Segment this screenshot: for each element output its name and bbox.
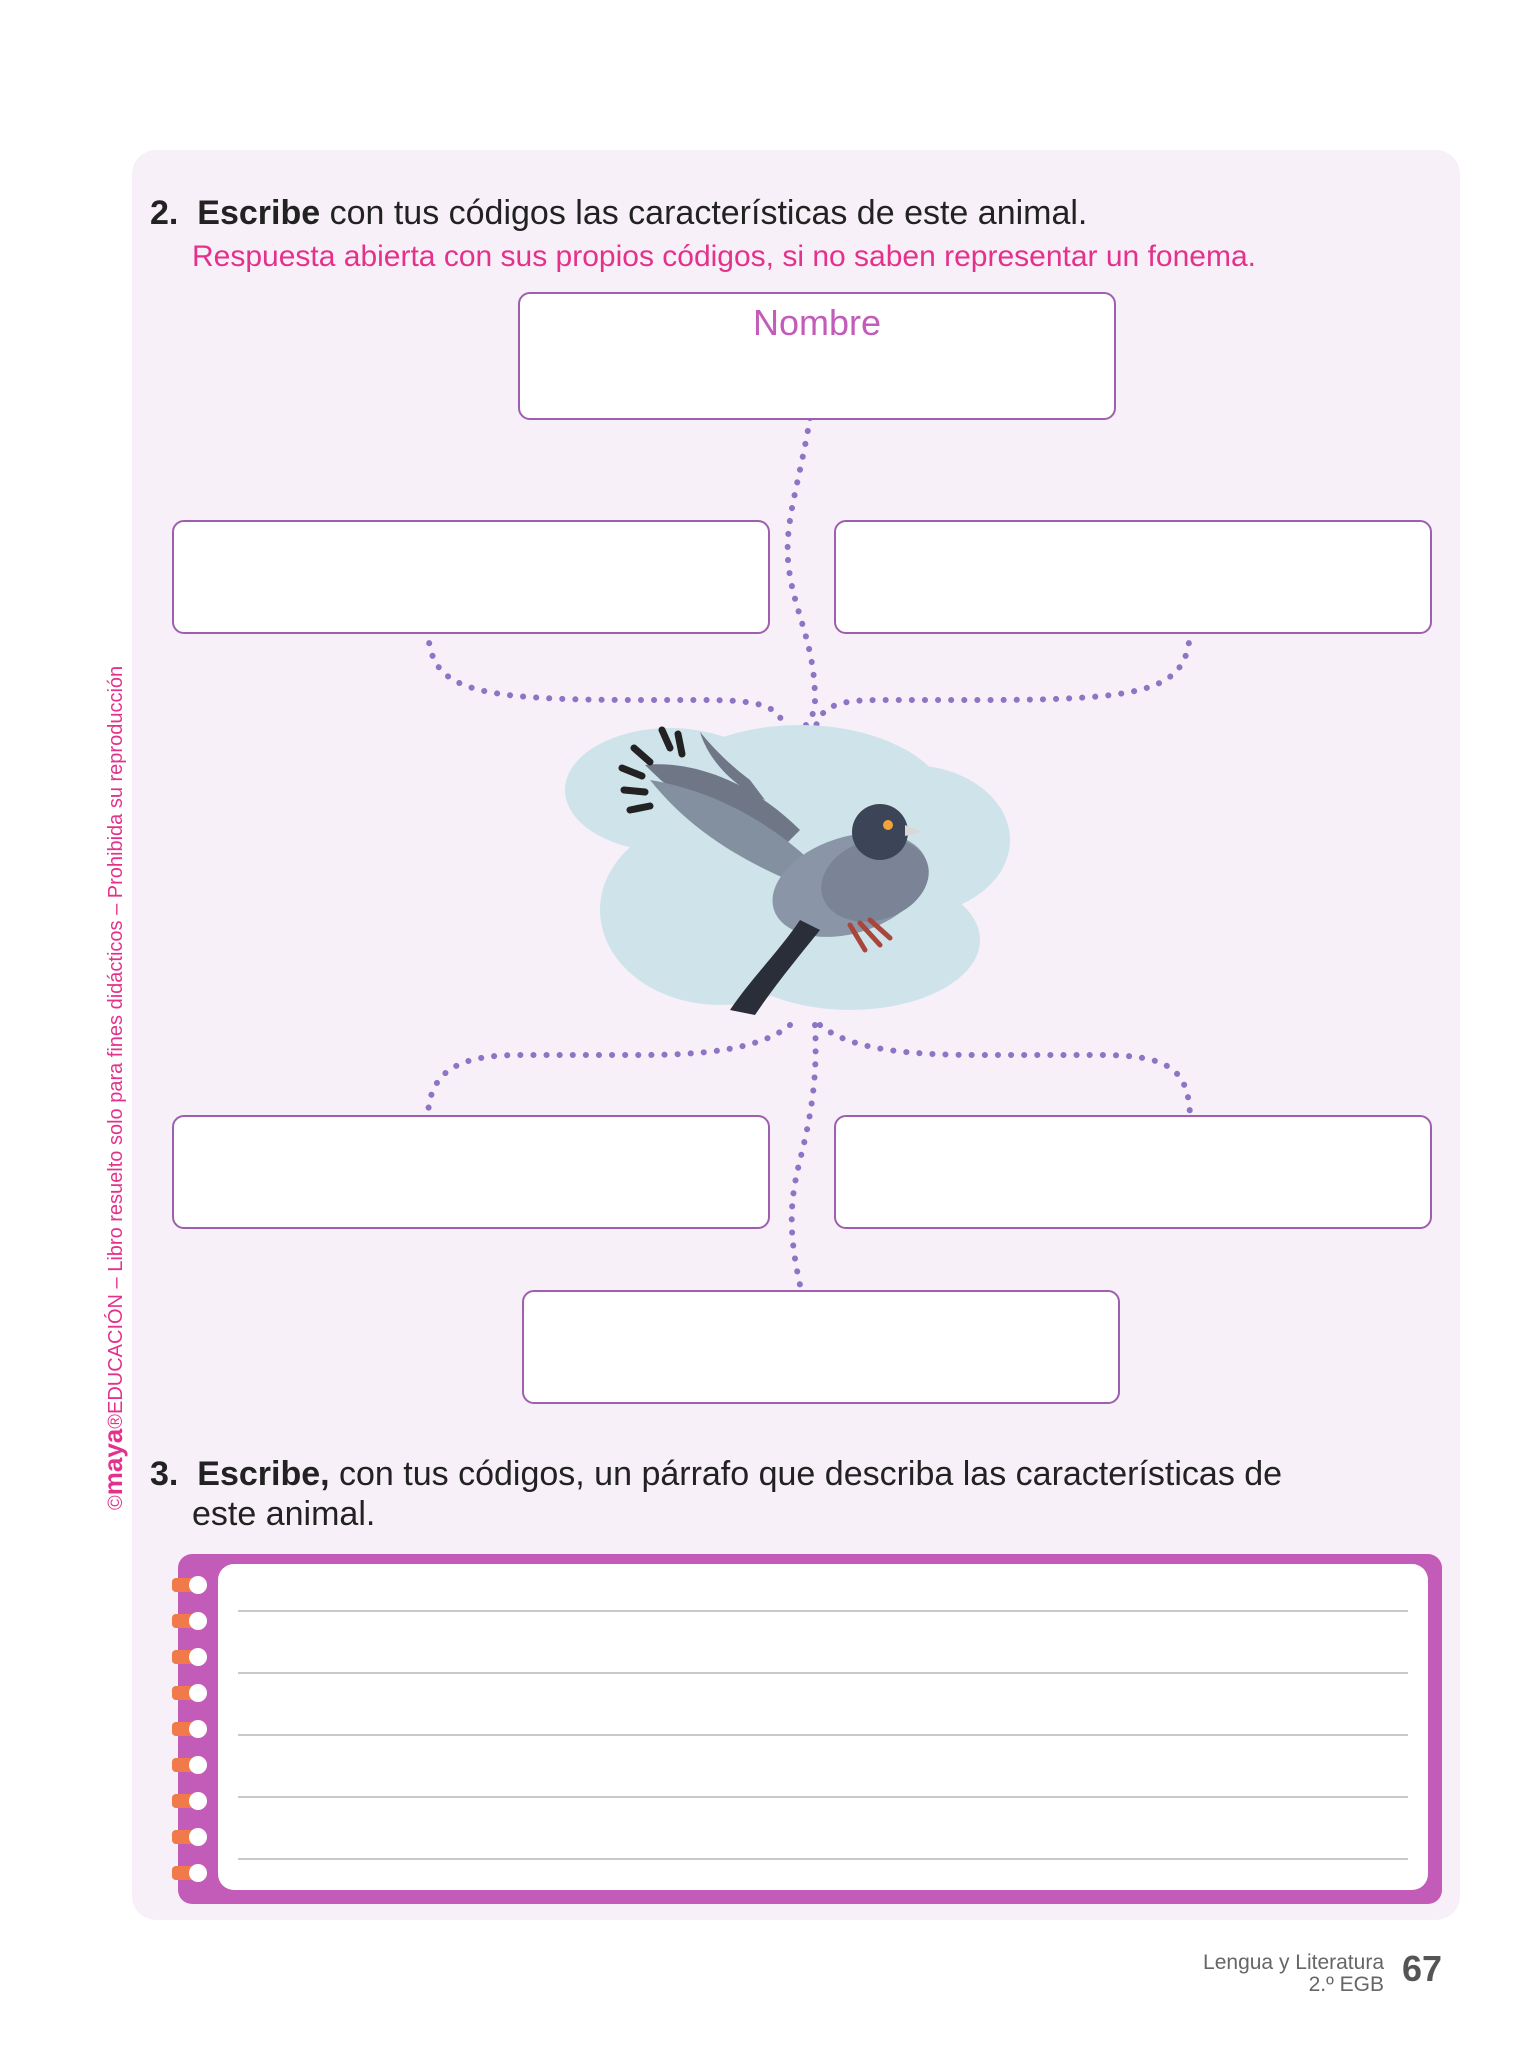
characteristic-box-top-right[interactable] — [834, 520, 1432, 634]
notebook-ring-icon — [172, 1788, 212, 1814]
connector-top-main — [788, 418, 815, 730]
connector-bottom-right — [820, 1025, 1190, 1115]
writing-line[interactable] — [238, 1858, 1408, 1860]
question-3-text: 3. Escribe, con tus códigos, un párrafo que describa las características de este animal. — [150, 1455, 1283, 1533]
characteristic-box-bottom-right[interactable] — [834, 1115, 1432, 1229]
writing-line[interactable] — [238, 1734, 1408, 1736]
name-box-label: Nombre — [752, 302, 882, 343]
notebook-ring-icon — [172, 1824, 212, 1850]
brand-logo: maya — [98, 1428, 128, 1496]
answer-hint: Respuesta abierta con sus propios códigos, si no saben representar un fonema. — [192, 240, 1256, 273]
notebook-ring-icon — [172, 1680, 212, 1706]
characteristic-box-top-left[interactable] — [172, 520, 770, 634]
page-number: 67 — [1402, 1948, 1443, 1989]
name-box[interactable] — [518, 292, 1116, 420]
writing-line[interactable] — [238, 1796, 1408, 1798]
writing-notebook — [178, 1554, 1442, 1904]
question-2-text: 2. Escribe con tus códigos las características de este animal. — [150, 194, 1088, 232]
notebook-ring-icon — [172, 1716, 212, 1742]
characteristic-box-bottom-left[interactable] — [172, 1115, 770, 1229]
notebook-ring-icon — [172, 1752, 212, 1778]
writing-line[interactable] — [238, 1610, 1408, 1612]
connector-bottom-main — [792, 1025, 816, 1285]
connector-top-right — [815, 630, 1190, 730]
footer-subject: Lengua y Literatura 2.º EGB — [1203, 1951, 1384, 1996]
writing-line[interactable] — [238, 1672, 1408, 1674]
notebook-ring-icon — [172, 1644, 212, 1670]
copyright-credit: ©maya®EDUCACIÓN – Libro resuelto solo para fines didácticos – Prohibida su reproducción — [98, 665, 128, 1510]
characteristic-box-bottom-center[interactable] — [522, 1290, 1120, 1404]
notebook-ring-icon — [172, 1608, 212, 1634]
connector-top-left — [428, 630, 785, 730]
notebook-paper[interactable] — [218, 1564, 1428, 1890]
notebook-ring-icon — [172, 1572, 212, 1598]
notebook-ring-icon — [172, 1860, 212, 1886]
pigeon-icon — [550, 720, 1030, 1030]
connector-bottom-left — [428, 1025, 790, 1115]
